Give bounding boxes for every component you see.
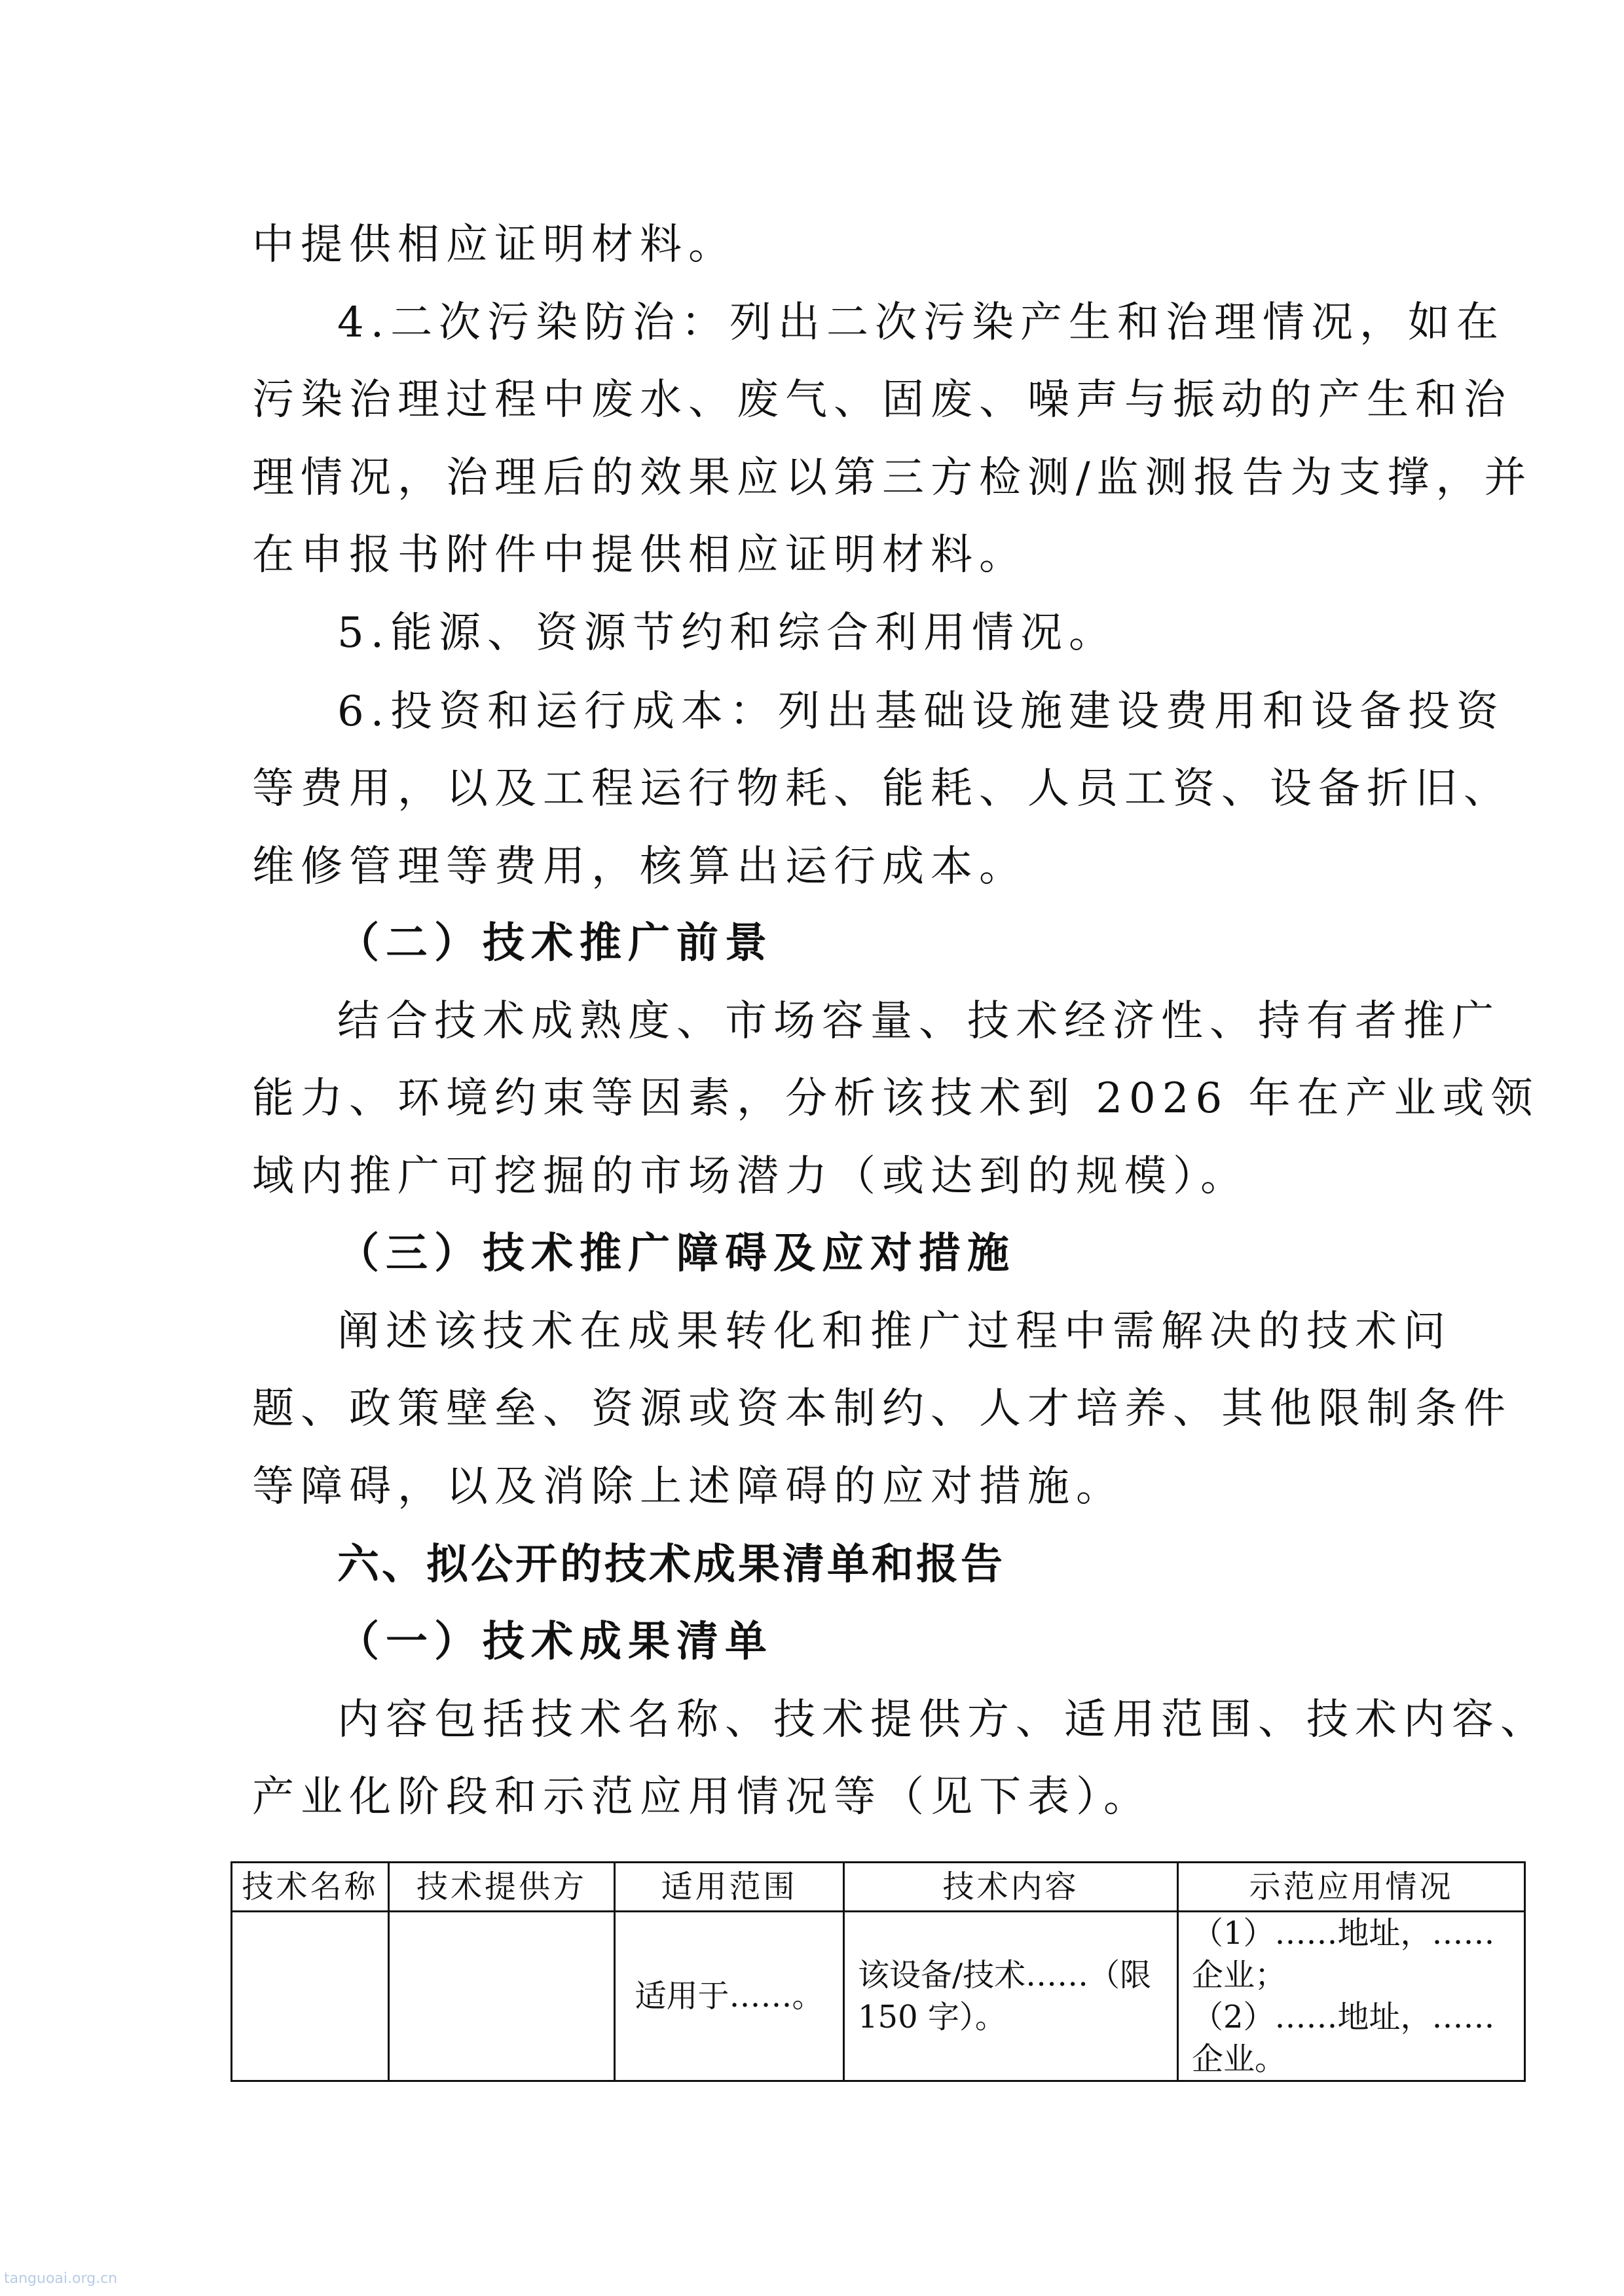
subsection-heading: （三）技术推广障碍及应对措施 — [337, 1229, 1016, 1278]
paragraph-line: 污染治理过程中废水、废气、固废、噪声与振动的产生和治 — [252, 376, 1512, 424]
paragraph-line: 阐述该技术在成果转化和推广过程中需解决的技术问 — [337, 1307, 1452, 1356]
header-tech-name: 技术名称 — [232, 1863, 389, 1912]
paragraph-line: 域内推广可挖掘的市场潜力（或达到的规模）。 — [252, 1152, 1249, 1201]
paragraph-line: 结合技术成熟度、市场容量、技术经济性、持有者推广 — [337, 997, 1500, 1046]
results-table — [231, 1861, 1526, 2082]
watermark: tanguoai.org.cn — [4, 2270, 118, 2287]
paragraph-line: 理情况，治理后的效果应以第三方检测/监测报告为支撑，并 — [252, 454, 1533, 502]
paragraph-line: 产业化阶段和示范应用情况等（见下表）。 — [252, 1773, 1152, 1821]
cell-demo: （1）……地址，…… 企业； （2）……地址，…… 企业。 — [1178, 1912, 1525, 2081]
paragraph-line: 中提供相应证明材料。 — [252, 221, 737, 269]
paragraph-line: 等障碍，以及消除上述障碍的应对措施。 — [252, 1463, 1124, 1511]
table-row — [232, 1912, 1525, 2081]
paragraph-line: 维修管理等费用，核算出运行成本。 — [252, 843, 1027, 891]
table-header-row — [232, 1863, 1525, 1912]
paragraph-line: 能力、环境约束等因素，分析该技术到 2026 年在产业或领 — [252, 1074, 1540, 1123]
paragraph-line: 题、政策壁垒、资源或资本制约、人才培养、其他限制条件 — [252, 1385, 1512, 1433]
subsection-heading: （二）技术推广前景 — [337, 919, 773, 968]
cell-content: 该设备/技术……（限 150 字）。 — [844, 1912, 1178, 2081]
section-heading: 六、拟公开的技术成果清单和报告 — [337, 1540, 1005, 1589]
cell-scope: 适用于……。 — [615, 1912, 844, 2081]
header-scope: 适用范围 — [615, 1863, 844, 1912]
subsection-heading: （一）技术成果清单 — [337, 1617, 773, 1666]
cell-tech-provider — [389, 1912, 615, 2081]
paragraph-line: 5.能源、资源节约和综合利用情况。 — [337, 609, 1118, 657]
paragraph-line: 等费用，以及工程运行物耗、能耗、人员工资、设备折旧、 — [252, 765, 1512, 813]
paragraph-line: 在申报书附件中提供相应证明材料。 — [252, 531, 1027, 579]
header-tech-provider: 技术提供方 — [389, 1863, 615, 1912]
header-content: 技术内容 — [844, 1863, 1178, 1912]
paragraph-line: 内容包括技术名称、技术提供方、适用范围、技术内容、 — [337, 1696, 1549, 1744]
cell-tech-name — [232, 1912, 389, 2081]
paragraph-line: 6.投资和运行成本：列出基础设施建设费用和设备投资 — [337, 687, 1505, 736]
header-demo: 示范应用情况 — [1178, 1863, 1525, 1912]
paragraph-line: 4.二次污染防治：列出二次污染产生和治理情况，如在 — [337, 299, 1505, 347]
